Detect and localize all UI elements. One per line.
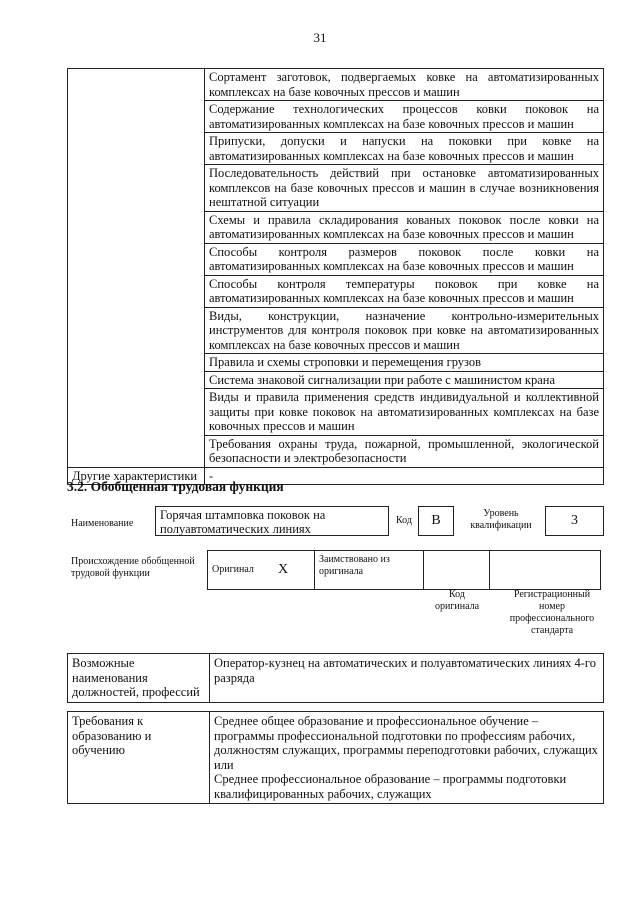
education-or: или xyxy=(214,757,234,772)
function-code-value: B xyxy=(418,506,454,536)
knowledge-row: Содержание технологических процессов ковки поковок на автоматизированных комплексах на базе ковочных прессов и машин xyxy=(205,101,604,133)
knowledge-label-cell xyxy=(68,69,205,468)
possible-names-table xyxy=(67,653,604,703)
knowledge-row: Система знаковой сигнализации при работе с машинистом крана xyxy=(205,371,604,389)
reg-number-caption: Регистрационный номер профессионального стандарта xyxy=(509,589,595,636)
function-name-value: Горячая штамповка поковок на полуавтоматических линиях xyxy=(155,506,389,536)
education-line-1: Среднее общее образование и профессиональное обучение – программы профессиональной подготовки по профессиям рабочих, должностям служащих, программы переподготовки рабочих, служащих xyxy=(214,714,598,757)
knowledge-row: Виды и правила применения средств индивидуальной и коллективной защиты при ковке поковок на автоматизированных комплексах на базе ковочных прессов и машин xyxy=(205,389,604,436)
knowledge-row: Схемы и правила складирования кованых поковок после ковки на автоматизированных комплексах на базе ковочных прессов и машин xyxy=(205,211,604,243)
level-label: Уровень квалификации xyxy=(470,508,532,531)
code-original-caption: Код оригинала xyxy=(434,589,480,612)
knowledge-row: Сортамент заготовок, подвергаемых ковке на автоматизированных комплексах на базе ковочных прессов и машин xyxy=(205,69,604,101)
possible-names-value: Оператор-кузнец на автоматических и полуавтоматических линиях 4-го разряда xyxy=(210,654,604,703)
knowledge-row: Правила и схемы строповки и перемещения грузов xyxy=(205,354,604,372)
other-characteristics-label: Другие характеристики xyxy=(68,467,205,485)
origin-table xyxy=(207,550,601,590)
page-number: 31 xyxy=(313,30,327,45)
code-label: Код xyxy=(396,515,412,526)
possible-names-label: Возможные наименования должностей, профессий xyxy=(68,654,210,703)
knowledge-row: Последовательность действий при остановке автоматизированных комплексов на базе ковочных прессов и машин в случае возникновения нештатной ситуации xyxy=(205,165,604,212)
knowledge-table xyxy=(67,68,604,485)
knowledge-row: Способы контроля температуры поковок при ковке на автоматизированных комплексах на базе ковочных прессов и машин xyxy=(205,275,604,307)
original-mark: X xyxy=(274,551,315,590)
section-title: 3.2. Обобщенная трудовая функция xyxy=(67,479,284,494)
education-label: Требования к образованию и обучению xyxy=(68,712,210,804)
name-label: Наименование xyxy=(71,518,134,529)
knowledge-row: Виды, конструкции, назначение контрольно-измерительных инструментов для контроля поковок при ковке на автоматизированных комплексах на базе ковочных прессов и машин xyxy=(205,307,604,354)
knowledge-row: Способы контроля размеров поковок после ковки на автоматизированных комплексах на базе ковочных прессов и машин xyxy=(205,243,604,275)
knowledge-row: Припуски, допуски и напуски на поковки при ковке на автоматизированных комплексах на базе ковочных прессов и машин xyxy=(205,133,604,165)
other-characteristics-value: - xyxy=(205,467,604,485)
original-label: Оригинал xyxy=(208,551,275,590)
education-value xyxy=(210,712,604,804)
origin-label: Происхождение обобщенной трудовой функции xyxy=(71,556,195,579)
education-table xyxy=(67,711,604,804)
code-original-cell xyxy=(424,551,490,590)
reg-number-cell xyxy=(490,551,601,590)
education-line-2: Среднее профессиональное образование – программы подготовки квалифицированных рабочих, служащих xyxy=(214,772,567,801)
qualification-level-value: 3 xyxy=(545,506,604,536)
borrowed-label: Заимствовано из оригинала xyxy=(315,551,424,590)
knowledge-row: Требования охраны труда, пожарной, промышленной, экологической безопасности и электробезопасности xyxy=(205,435,604,467)
